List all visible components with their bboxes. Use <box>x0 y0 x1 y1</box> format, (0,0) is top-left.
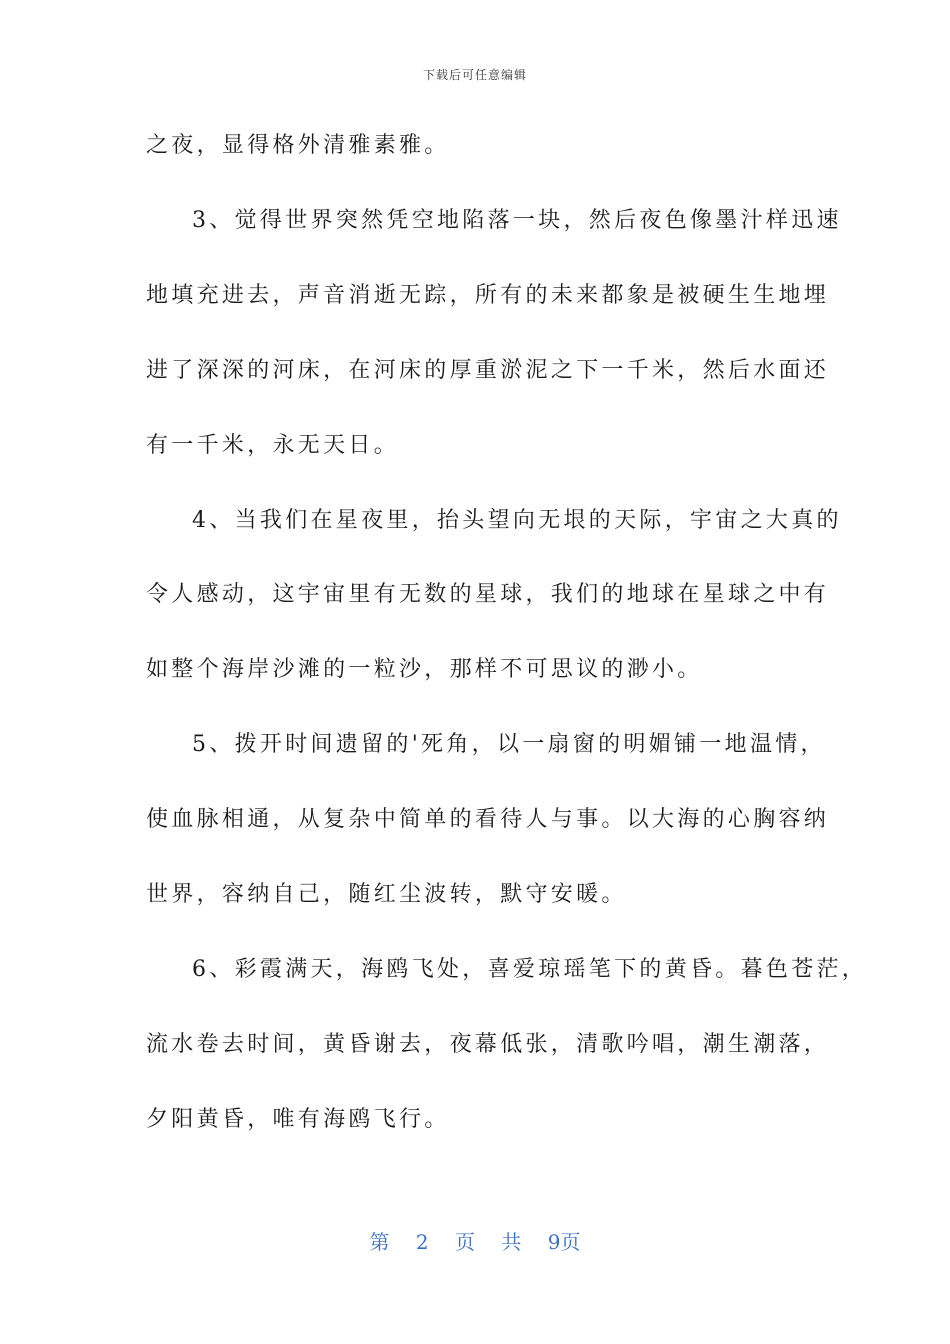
text-line: 流水卷去时间，黄昏谢去，夜幕低张，清歌吟唱，潮生潮落， <box>146 1032 830 1057</box>
paragraph-3-line: 3、觉得世界突然凭空地陷落一块，然后夜色像墨汁样迅速 <box>192 208 842 233</box>
total-pages: 9页 <box>547 1230 581 1254</box>
current-page-number: 2 <box>415 1230 429 1254</box>
page-header: 下载后可任意编辑 <box>422 68 527 82</box>
text-line: 进了深深的河床，在河床的厚重淤泥之下一千米，然后水面还 <box>146 358 830 383</box>
footer-label-di: 第 <box>369 1230 390 1254</box>
page-number-footer <box>0 1226 950 1255</box>
text-line: 夕阳黄昏，唯有海鸥飞行。 <box>146 1107 450 1132</box>
text-line: 世界，容纳自己，随红尘波转，默守安暖。 <box>146 882 627 907</box>
text-line: 令人感动，这宇宙里有无数的星球，我们的地球在星球之中有 <box>146 582 830 607</box>
text-line: 如整个海岸沙滩的一粒沙，那样不可思议的渺小。 <box>146 657 703 682</box>
paragraph-4-line: 4、当我们在星夜里，抬头望向无垠的天际，宇宙之大真的 <box>192 508 842 533</box>
text-line: 之夜，显得格外清雅素雅。 <box>146 133 450 158</box>
text-line: 地填充进去，声音消逝无踪，所有的未来都象是被硬生生地埋 <box>146 283 830 308</box>
paragraph-5-line: 5、拨开时间遗留的'死角，以一扇窗的明媚铺一地温情， <box>192 732 826 757</box>
footer-label-gong: 共 <box>501 1230 522 1254</box>
footer-label-ye: 页 <box>455 1230 475 1254</box>
paragraph-6-line: 6、彩霞满天，海鸥飞处，喜爱琼瑶笔下的黄昏。暮色苍茫， <box>192 957 868 982</box>
text-line: 使血脉相通，从复杂中简单的看待人与事。以大海的心胸容纳 <box>146 807 830 832</box>
text-line: 有一千米，永无天日。 <box>146 433 400 458</box>
